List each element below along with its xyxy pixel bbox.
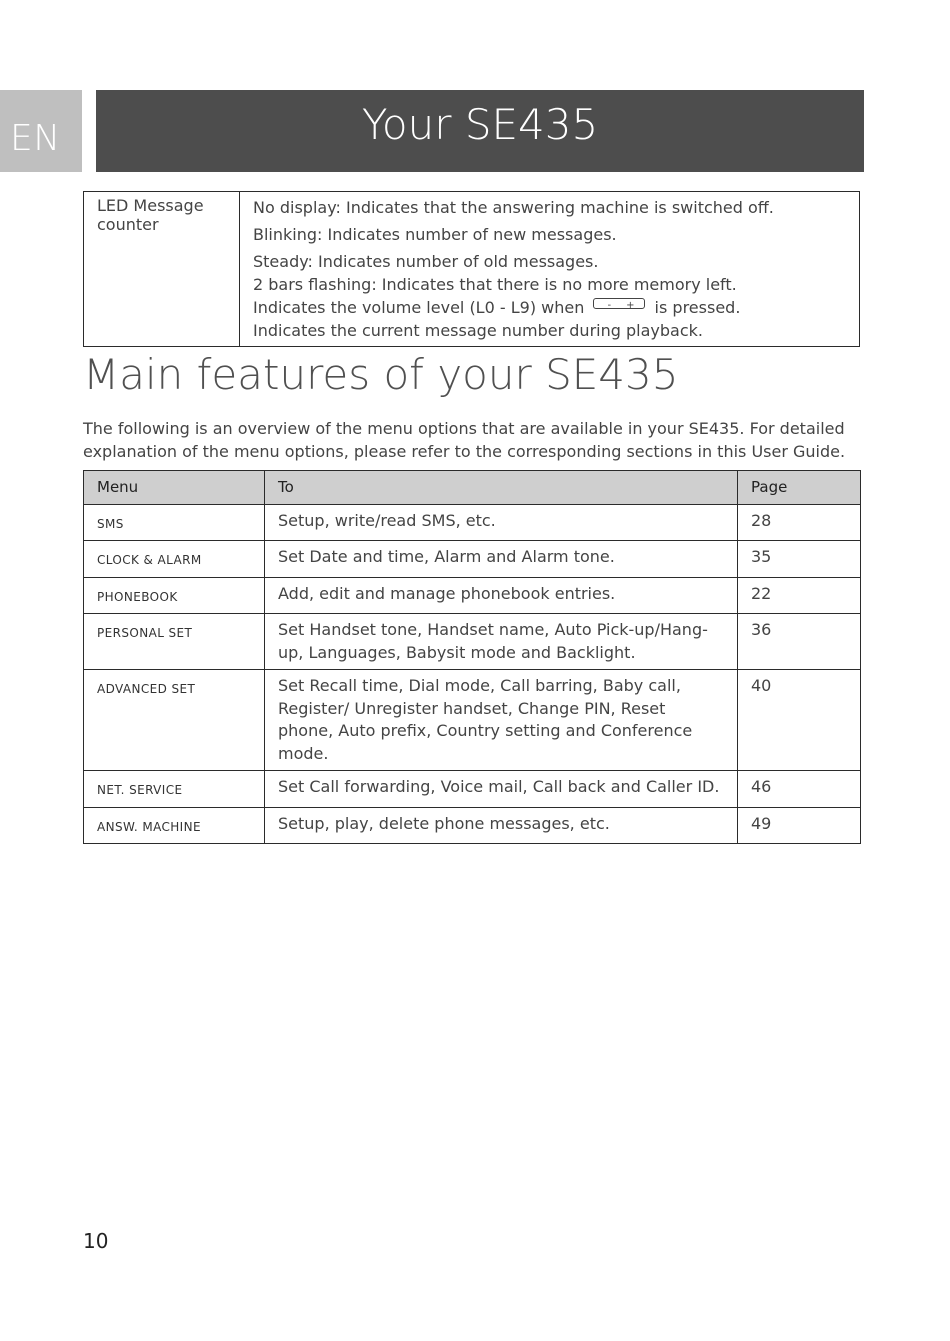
menu-cell: ADVANCED SET bbox=[84, 670, 265, 771]
section-title: Main features of your SE435 bbox=[83, 350, 679, 399]
description-cell: Setup, write/read SMS, etc. bbox=[265, 504, 738, 541]
language-tab: EN bbox=[0, 90, 82, 172]
volume-key-icon: - + bbox=[593, 298, 645, 309]
led-description bbox=[240, 192, 860, 347]
led-line-text: is pressed. bbox=[654, 298, 741, 317]
table-row bbox=[84, 771, 861, 808]
page-title: Your SE435 bbox=[96, 90, 864, 172]
led-line: 2 bars flashing: Indicates that there is no more memory left. bbox=[253, 275, 737, 294]
page-cell: 28 bbox=[738, 504, 861, 541]
led-line bbox=[253, 296, 847, 319]
header-to: To bbox=[265, 471, 738, 505]
description-cell: Setup, play, delete phone messages, etc. bbox=[265, 807, 738, 844]
table-row bbox=[84, 614, 861, 670]
led-line: No display: Indicates that the answering machine is switched off. bbox=[253, 198, 774, 217]
menu-cell: PHONEBOOK bbox=[84, 577, 265, 614]
page-cell: 40 bbox=[738, 670, 861, 771]
intro-paragraph: The following is an overview of the menu options that are available in your SE435. For detailed explanation of the menu options, please refer to the corresponding sections in this User Guide. bbox=[83, 419, 846, 461]
table-row bbox=[84, 807, 861, 844]
menu-cell: ANSW. MACHINE bbox=[84, 807, 265, 844]
page-number: 10 bbox=[83, 1229, 109, 1253]
description-cell: Set Date and time, Alarm and Alarm tone. bbox=[265, 541, 738, 578]
description-cell: Set Call forwarding, Voice mail, Call back and Caller ID. bbox=[265, 771, 738, 808]
menu-cell: SMS bbox=[84, 504, 265, 541]
page-cell: 35 bbox=[738, 541, 861, 578]
menu-features-table bbox=[83, 470, 861, 844]
description-cell: Add, edit and manage phonebook entries. bbox=[265, 577, 738, 614]
led-line: Steady: Indicates number of old messages. bbox=[253, 252, 599, 271]
table-row bbox=[84, 541, 861, 578]
page-cell: 49 bbox=[738, 807, 861, 844]
menu-cell: PERSONAL SET bbox=[84, 614, 265, 670]
description-cell: Set Recall time, Dial mode, Call barring, Baby call, Register/ Unregister handset, Change PIN, Reset phone, Auto prefix, Country setting and Conference mode. bbox=[265, 670, 738, 771]
led-line: Blinking: Indicates number of new messages. bbox=[253, 225, 617, 244]
led-label: LED Message counter bbox=[84, 192, 240, 347]
table-header-row bbox=[84, 471, 861, 505]
page-cell: 46 bbox=[738, 771, 861, 808]
led-line-text: Indicates the volume level (L0 - L9) when bbox=[253, 298, 585, 317]
led-message-counter-table bbox=[83, 191, 860, 347]
table-row bbox=[84, 192, 860, 347]
page-cell: 36 bbox=[738, 614, 861, 670]
table-row bbox=[84, 577, 861, 614]
description-cell: Set Handset tone, Handset name, Auto Pick-up/Hang-up, Languages, Babysit mode and Backlight. bbox=[265, 614, 738, 670]
led-line: Indicates the current message number during playback. bbox=[253, 321, 703, 340]
page-cell: 22 bbox=[738, 577, 861, 614]
table-row bbox=[84, 670, 861, 771]
header-menu: Menu bbox=[84, 471, 265, 505]
menu-cell: CLOCK & ALARM bbox=[84, 541, 265, 578]
header-page: Page bbox=[738, 471, 861, 505]
table-row bbox=[84, 504, 861, 541]
menu-cell: NET. SERVICE bbox=[84, 771, 265, 808]
